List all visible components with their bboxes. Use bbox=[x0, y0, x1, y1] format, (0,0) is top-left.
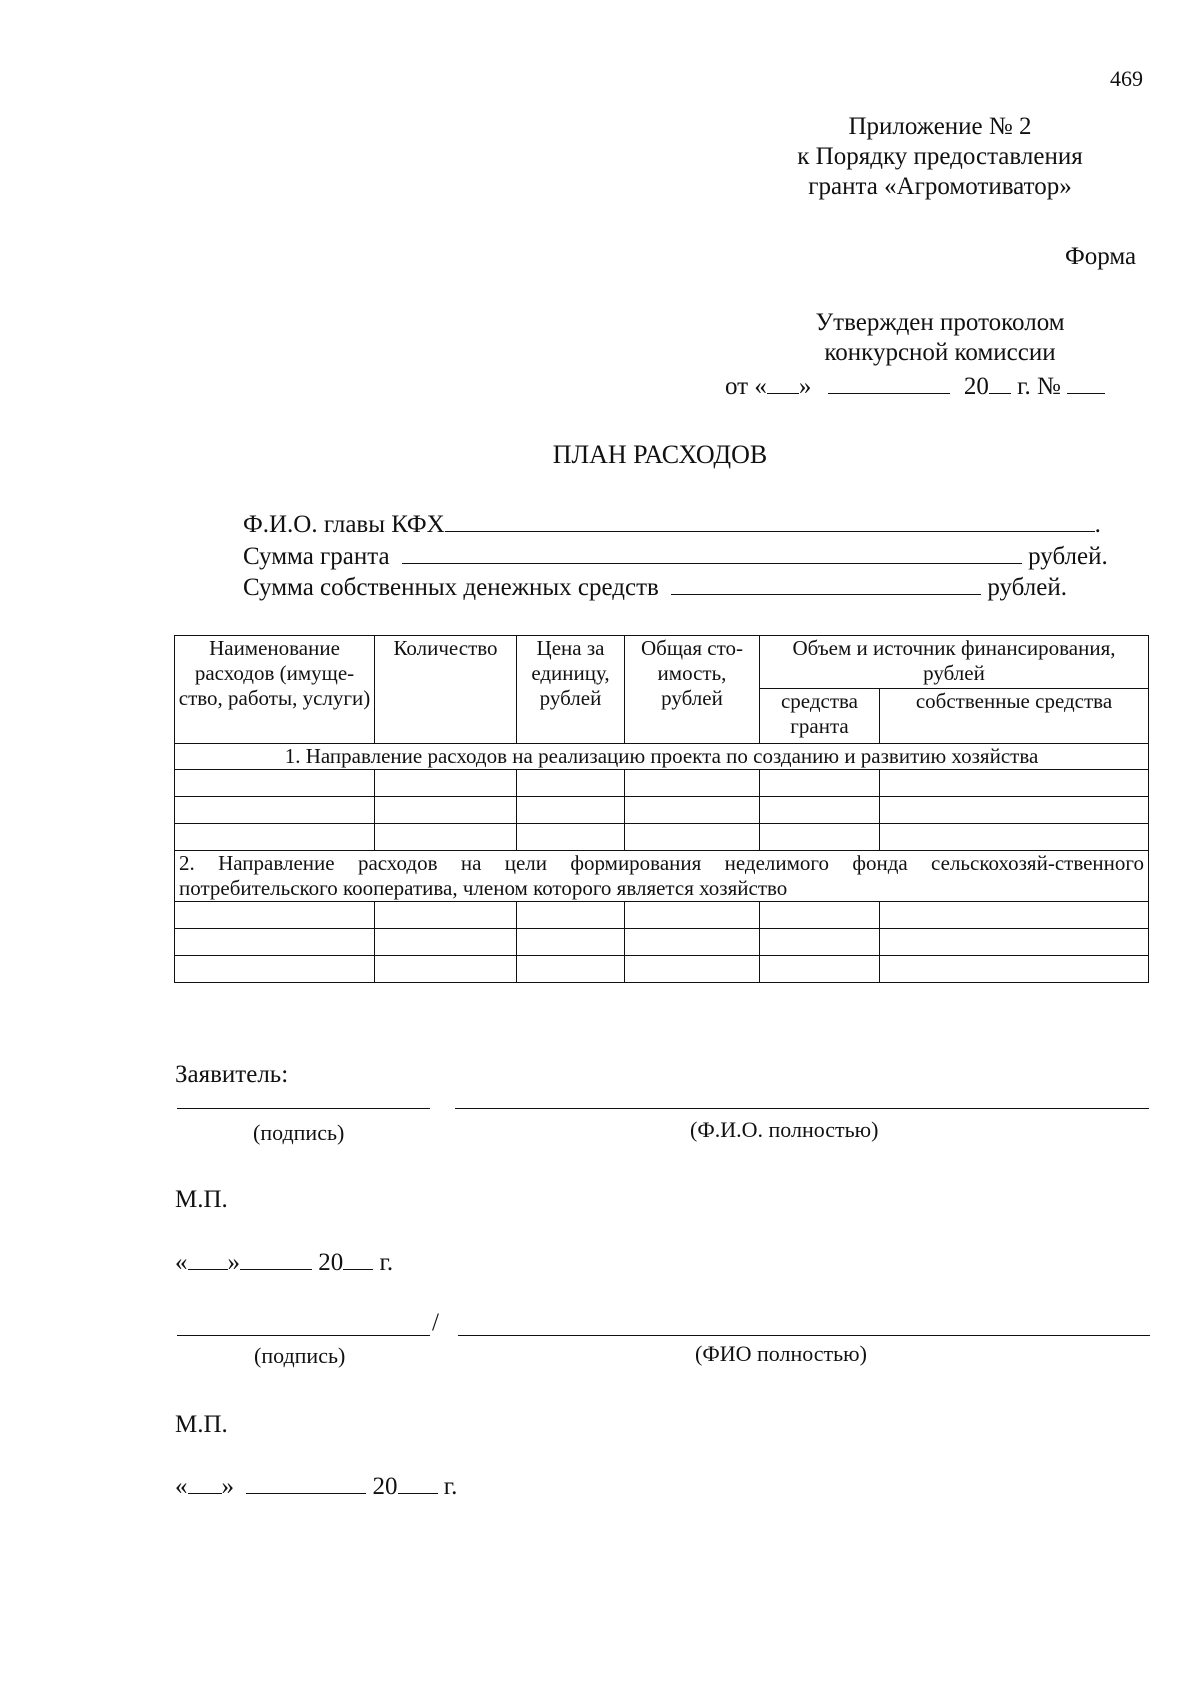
table-cell[interactable] bbox=[175, 929, 375, 956]
approval-line-2: конкурсной комиссии bbox=[824, 339, 1056, 366]
table-cell[interactable] bbox=[375, 797, 517, 824]
table-cell[interactable] bbox=[375, 929, 517, 956]
table-cell[interactable] bbox=[880, 929, 1149, 956]
table-cell[interactable] bbox=[880, 824, 1149, 851]
table-row bbox=[175, 956, 1149, 983]
table-cell[interactable] bbox=[375, 770, 517, 797]
second-date-open: « bbox=[175, 1473, 188, 1500]
second-fullname-caption: (ФИО полностью) bbox=[695, 1341, 867, 1366]
table-cell[interactable] bbox=[880, 797, 1149, 824]
appendix-line-1: Приложение № 2 bbox=[848, 113, 1032, 140]
table-cell[interactable] bbox=[375, 956, 517, 983]
table-cell[interactable] bbox=[625, 956, 760, 983]
approval-year-blank[interactable] bbox=[989, 392, 1011, 394]
own-funds-label: Сумма собственных денежных средств bbox=[243, 574, 659, 601]
approval-number-blank[interactable] bbox=[1067, 392, 1105, 394]
section-row-1 bbox=[175, 744, 1149, 770]
appendix-line-3: гранта «Агромотиватор» bbox=[808, 173, 1072, 200]
header-quantity: Количество bbox=[375, 636, 517, 744]
table-cell[interactable] bbox=[375, 824, 517, 851]
approval-year-prefix: 20 bbox=[963, 373, 989, 400]
table-cell[interactable] bbox=[517, 770, 625, 797]
table-cell[interactable] bbox=[517, 929, 625, 956]
section-title-2: 2. Направление расходов на цели формирования неделимого фонда сельскохозяй-ственного потребительского кооператива, членом которого является хозяйство bbox=[175, 851, 1149, 902]
second-signature-separator: / bbox=[432, 1309, 439, 1336]
page-title: ПЛАН РАСХОДОВ bbox=[552, 440, 768, 469]
applicant-year-suffix: г. bbox=[379, 1249, 394, 1276]
approval-from: от « bbox=[725, 373, 767, 400]
applicant-date-close: » bbox=[227, 1249, 240, 1276]
approval-quote-close: » bbox=[798, 373, 812, 400]
table-row bbox=[175, 797, 1149, 824]
table-cell[interactable] bbox=[517, 797, 625, 824]
second-date-line bbox=[175, 1472, 457, 1502]
applicant-stamp-label: М.П. bbox=[175, 1186, 228, 1213]
table-header-row bbox=[175, 636, 1149, 689]
table-cell[interactable] bbox=[760, 956, 880, 983]
second-month-blank[interactable] bbox=[246, 1492, 366, 1494]
table-cell[interactable] bbox=[625, 902, 760, 929]
header-total-cost: Общая сто-имость, рублей bbox=[625, 636, 760, 744]
table-row bbox=[175, 929, 1149, 956]
appendix-line-2: к Порядку предоставления bbox=[797, 143, 1083, 170]
applicant-date-open: « bbox=[175, 1249, 188, 1276]
approval-line-1: Утвержден протоколом bbox=[815, 309, 1065, 336]
table-cell[interactable] bbox=[880, 770, 1149, 797]
applicant-year-prefix: 20 bbox=[318, 1249, 344, 1276]
head-name-end: . bbox=[1094, 511, 1101, 538]
approval-date-line bbox=[725, 372, 1105, 402]
table-cell[interactable] bbox=[175, 956, 375, 983]
own-funds-blank[interactable] bbox=[671, 593, 981, 595]
header-own-funds: собственные средства bbox=[880, 689, 1149, 744]
page-number: 469 bbox=[1110, 66, 1143, 91]
head-name-blank[interactable] bbox=[445, 530, 1095, 532]
grant-sum-blank[interactable] bbox=[402, 562, 1022, 564]
approval-year-suffix: г. № bbox=[1017, 373, 1061, 400]
applicant-date-line bbox=[175, 1248, 393, 1278]
table-cell[interactable] bbox=[375, 902, 517, 929]
table-cell[interactable] bbox=[760, 902, 880, 929]
table-cell[interactable] bbox=[760, 824, 880, 851]
expense-plan-table bbox=[174, 635, 1149, 983]
table-cell[interactable] bbox=[175, 902, 375, 929]
applicant-label: Заявитель: bbox=[175, 1061, 289, 1088]
applicant-fullname-line[interactable] bbox=[455, 1108, 1149, 1109]
table-row bbox=[175, 770, 1149, 797]
table-cell[interactable] bbox=[517, 956, 625, 983]
own-funds-field bbox=[243, 573, 1067, 603]
applicant-year-blank[interactable] bbox=[343, 1268, 373, 1270]
table-cell[interactable] bbox=[175, 770, 375, 797]
table-cell[interactable] bbox=[880, 956, 1149, 983]
second-year-blank[interactable] bbox=[398, 1492, 438, 1494]
form-label: Форма bbox=[1065, 243, 1137, 270]
header-financing: Объем и источник финансирования, рублей bbox=[760, 636, 1149, 689]
table-row bbox=[175, 824, 1149, 851]
second-signature-caption: (подпись) bbox=[254, 1343, 346, 1368]
second-year-suffix: г. bbox=[443, 1473, 458, 1500]
approval-block bbox=[790, 308, 1090, 368]
header-unit-price: Цена за единицу, рублей bbox=[517, 636, 625, 744]
approval-day-blank[interactable] bbox=[767, 392, 799, 394]
table-row bbox=[175, 902, 1149, 929]
own-funds-currency: рублей. bbox=[987, 574, 1067, 601]
section-row-2 bbox=[175, 851, 1149, 902]
appendix-header bbox=[760, 112, 1120, 202]
table-cell[interactable] bbox=[625, 797, 760, 824]
table-cell[interactable] bbox=[175, 824, 375, 851]
applicant-day-blank[interactable] bbox=[188, 1268, 228, 1270]
header-name: Наименование расходов (имуще-ство, работы, услуги) bbox=[175, 636, 375, 744]
grant-sum-currency: рублей. bbox=[1028, 543, 1108, 570]
grant-sum-field bbox=[243, 542, 1108, 572]
second-signature-line[interactable] bbox=[177, 1335, 430, 1336]
applicant-signature-line[interactable] bbox=[177, 1108, 430, 1109]
header-grant-funds: средства гранта bbox=[760, 689, 880, 744]
head-name-label: Ф.И.О. главы КФХ bbox=[243, 511, 445, 538]
applicant-signature-caption: (подпись) bbox=[253, 1120, 345, 1145]
second-year-prefix: 20 bbox=[372, 1473, 398, 1500]
head-name-field bbox=[243, 510, 1101, 540]
table-cell[interactable] bbox=[880, 902, 1149, 929]
approval-month-blank[interactable] bbox=[828, 392, 950, 394]
table-cell[interactable] bbox=[625, 824, 760, 851]
table-cell[interactable] bbox=[760, 770, 880, 797]
table-cell[interactable] bbox=[625, 770, 760, 797]
section-title-1: 1. Направление расходов на реализацию проекта по созданию и развитию хозяйства bbox=[175, 744, 1149, 770]
second-stamp-label: М.П. bbox=[175, 1411, 228, 1438]
table-cell[interactable] bbox=[517, 902, 625, 929]
applicant-month-blank[interactable] bbox=[240, 1268, 312, 1270]
applicant-fullname-caption: (Ф.И.О. полностью) bbox=[690, 1117, 879, 1142]
table-cell[interactable] bbox=[175, 797, 375, 824]
grant-sum-label: Сумма гранта bbox=[243, 543, 390, 570]
table-cell[interactable] bbox=[517, 824, 625, 851]
table-cell[interactable] bbox=[760, 797, 880, 824]
second-fullname-line[interactable] bbox=[458, 1335, 1150, 1336]
second-day-blank[interactable] bbox=[188, 1492, 222, 1494]
table-cell[interactable] bbox=[625, 929, 760, 956]
second-date-close: » bbox=[221, 1473, 234, 1500]
table-cell[interactable] bbox=[760, 929, 880, 956]
